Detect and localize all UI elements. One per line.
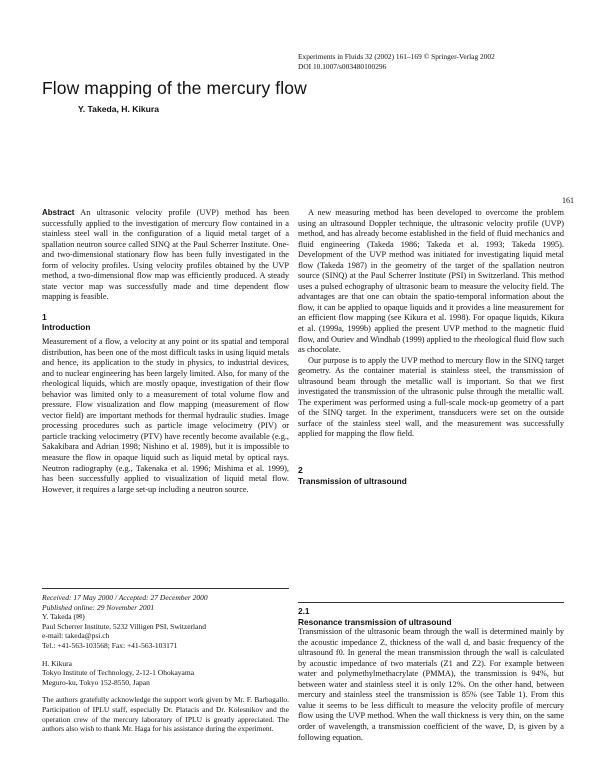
author1-name: Y. Takeda (✉) — [42, 612, 85, 622]
published-date: Published online: 29 November 2001 — [42, 602, 155, 612]
divider — [42, 588, 289, 589]
divider — [298, 602, 564, 603]
right-column — [298, 208, 564, 490]
journal-header — [298, 52, 588, 72]
body-paragraph: Our purpose is to apply the UVP method to mercury flow in the SINQ target geometry. As the container material is stainless steel, the transmission of ultrasound beam through the metallic wall is important. So that we first investigated the transmission of the ultrasonic pulse through the metallic wall. The experiment was performed using a full-scale mock-up geometry of a part of the SINQ target. In the experiment, transducers were set on the outside surface of the stainless steel wall, and the measurement was successfully applied for mapping the flow field. — [298, 355, 564, 439]
section-2-number: 2 — [298, 465, 303, 476]
abstract — [42, 208, 289, 303]
author1-phone: Tel.: +41-563-103568; Fax: +41-563-103171 — [42, 640, 178, 650]
paper-title: Flow mapping of the mercury flow — [42, 78, 307, 98]
journal-citation: Experiments in Fluids 32 (2002) 161–169 © Springer-Verlag 2002 — [298, 52, 495, 61]
left-column — [42, 208, 289, 495]
page-number: 161 — [562, 196, 574, 205]
section-2-title: Transmission of ultrasound — [298, 475, 407, 486]
paper-authors: Y. Takeda, H. Kikura — [78, 104, 160, 114]
author1-email: e-mail: takeda@psi.ch — [42, 631, 110, 641]
author2-address-1: Tokyo Institute of Technology, 2-12-1 Ohokayama — [42, 668, 195, 678]
abstract-text: An ultrasonic velocity profile (UVP) method has been successfully applied to the investigation of mercury flow contained in a stainless steel wall in the configuration of a liquid metal target of a spallation neutron source called SINQ at the Paul Scherrer Institute. One- and two-dimensional stationary flow has been fully investigated in the form of velocity profiles. Using velocity profiles obtained by the UVP method, a two-dimensional flow map was efficiently produced. A steady state vector map was successfully made and time dependent flow mapping is feasible. — [42, 208, 290, 302]
author1-address: Paul Scherrer Institute, 5232 Villigen PSI, Switzerland — [42, 621, 206, 631]
section-1-title: Introduction — [42, 322, 91, 333]
abstract-label: Abstract — [42, 208, 75, 217]
body-paragraph: A new measuring method has been developed to overcome the problem using an ultrasound Doppler technique, the ultrasonic velocity profile (UVP) method, and has already become established in the field of fluid mechanics and fluid engineering (Takeda 1986; Takeda et al. 1993; Takeda 1995). Development of the UVP method was initiated for investigating liquid metal flow (Takeda 1987) in the geometry of the target of the spallation neutron source (SINQ) at the Paul Scherrer Institute (PSI) in Switzerland. This method uses a pulsed echography of ultrasonic beam to measure the velocity field. The advantages are that one can obtain the spatio-temporal information about the flow, it can be applied to opaque liquids and it provides a line measurement for an efficient flow mapping (see Kikura et al. 1998). For opaque liquids, Kikura et al. (1999a, 1999b) applied the present UVP method to the magnetic fluid flow, and Ouriev and Windhab (1999) applied to the rheological fluid flow such as chocolate. — [298, 208, 564, 355]
subsection-2-1 — [298, 606, 564, 743]
article-metadata — [42, 593, 289, 734]
section-1-number: 1 — [42, 311, 47, 322]
subsection-2-1-number: 2.1 — [298, 606, 310, 616]
subsection-2-1-text: Transmission of the ultrasonic beam through the wall is determined mainly by the acoustic impedance Z, thickness of the wall d, and basic frequency of the ultrasound f0. In general the mean transmission through the wall is calculated by acoustic impedance of two materials (Z1 and Z2). For example between water and polymethylmethacrylate (PMMA), the transmission is 94%, but between water and stainless steel it is only 12%. On the other hand, between mercury and stainless steel the transmission is 85% (see Table 1). From this value it seems to be less difficult to measure the velocity profile of mercury flow using the UVP method. When the wall thickness is very thin, on the same order of wavelength, a transmission coefficient of the wave, D, is given by a following equation. — [298, 627, 564, 742]
acknowledgement: The authors gratefully acknowledge the support work given by Mr. F. Barbagallo. Participation of IPLU staff, especially Dr. Platacis and Dr. Kolesnikov and the operation crew of the mercury laboratory of IPLU is greatly appreciated. The authors also wish to thank Mr. Haga for his assistance during the experiment. — [42, 695, 289, 734]
author2-address-2: Meguro-ku, Tokyo 152-8550, Japan — [42, 677, 150, 687]
doi: DOI 10.1007/s003480100296 — [298, 62, 387, 71]
subsection-2-1-title: Resonance transmission of ultrasound — [298, 616, 452, 627]
author2-name: H. Kikura — [42, 658, 72, 668]
section-1-paragraph: Measurement of a flow, a velocity at any point or its spatial and temporal distribution, has been one of the most difficult tasks in using liquid metals and hence, its application to the study in physics, to industrial devices, and to nuclear engineering has been largely limited. Also, for many of the rheological liquids, which are mostly opaque, investigation of their flow behavior was limited only to a measurement of total volume flow and pressure. Flow visualization and flow mapping (measurement of flow vector field) are important methods for thermal hydraulic studies. Image processing procedures such as particle image velocimetry (PIV) or particle tracking velocimetry (PTV) have recently become available (e.g., Sakakibara and Adrian 1998; Nishino et al. 1989), but it is impossible to measure the flow in opaque liquid such as liquid metal by optical rays. Neutron radiography (e.g., Takenaka et al. 1996; Mishima et al. 1999), has been successfully applied to visualization of liquid metal flow. However, it requires a large set-up including a neutron source. — [42, 337, 289, 494]
received-date: Received: 17 May 2000 / Accepted: 27 December 2000 — [42, 593, 208, 602]
